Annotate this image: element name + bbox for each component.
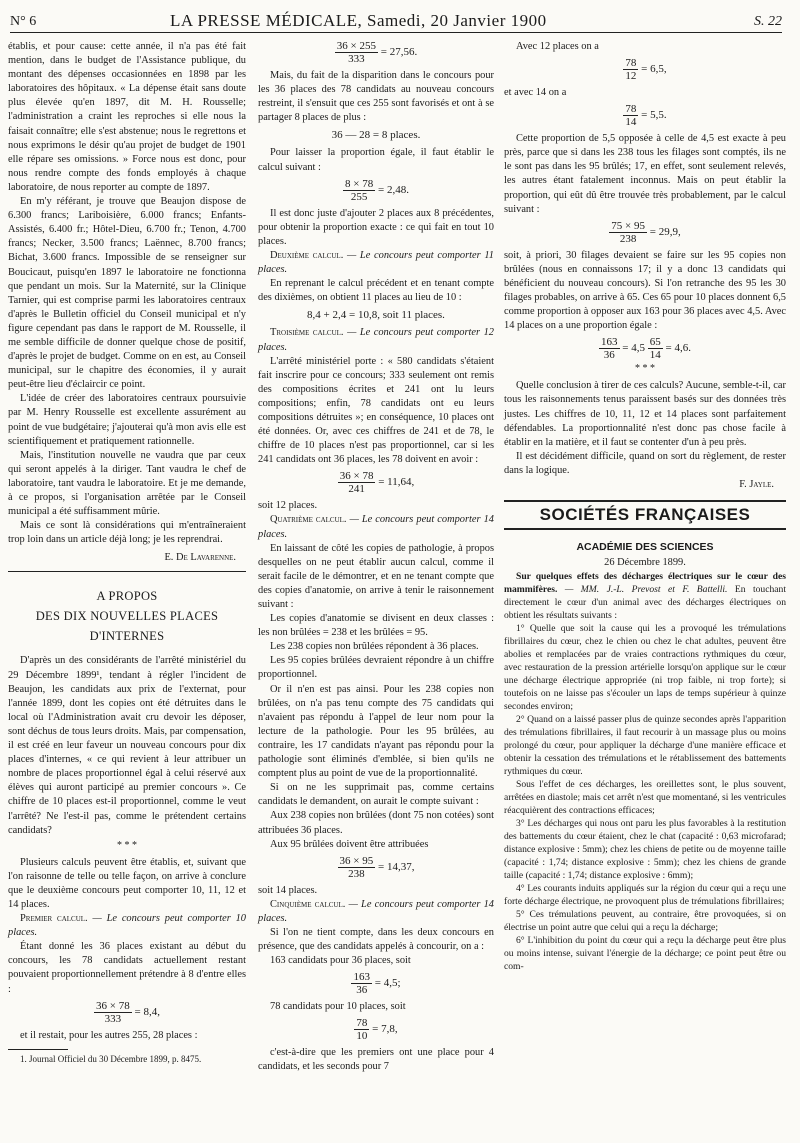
calc-heading: [258, 898, 494, 926]
calc-label: Quatrième calcul.: [270, 514, 347, 526]
calc-title: — Le concours peut comporter 11 places.: [258, 249, 494, 276]
paragraph: soit 12 places.: [258, 500, 318, 512]
calc-title: — Le concours peut comporter 14 places.: [258, 898, 494, 924]
paragraph: et il restait, pour les autres 255, 28 places :: [20, 1029, 198, 1041]
eq-denominator: 333: [104, 1012, 122, 1025]
paragraph: D'après un des considérants de l'arrêté ministériel du 29 Décembre 1899¹, tendant à régler l'incident de Beaujon, les candidats aux prix de l'externat, pour l'année 1899, dont les copies ont été détruites dans le local où l'Administration avait cru devoir les déposer, sont déchus de tous leurs droits. Mais, par compensation, il est créé en leur faveur un nouveau concours pour dix places d'internes, « ce qui revient à leur attribuer un nombre de places proportionnel égal à celui réservé aux élèves qui auront participé au premier concours ». Ce chiffre de 10 places est-il proportionnel, comme le veut l'arrêté? Ne l'est-il pas, comme le prétendent certains candidats?: [8, 655, 246, 836]
calc-label: Deuxième calcul.: [270, 249, 344, 261]
eq-denominator: 12: [625, 70, 637, 83]
calc-label: Cinquième calcul.: [270, 898, 346, 910]
section-title: SOCIÉTÉS FRANÇAISES: [504, 500, 786, 530]
equation: 36 — 28 = 8 places.: [331, 129, 421, 142]
eq-numerator: 36 × 78: [96, 999, 130, 1012]
equation: [504, 336, 786, 361]
eq-result: = 4,6.: [665, 342, 691, 355]
calc-heading: [8, 912, 246, 940]
equation: [258, 40, 494, 65]
article-signature: F. Jayle.: [739, 478, 774, 490]
paragraph: Mais ce sont là considérations qui m'entraîneraient trop loin dans un article déjà long; je les reprendrai.: [8, 520, 246, 546]
eq-result: = 2,48.: [378, 183, 409, 196]
paragraph: Mais, l'institution nouvelle ne vaudra que par ceux qui seront appelés à la diriger. Tant vaudra le chef de laboratoire, tant vaudra le laboratoire. Et je me demande, à ce propos, si l'organisation arrêtée par le Conseil municipal a été suffisamment mûrie.: [8, 449, 246, 518]
calc-label: Premier calcul.: [20, 913, 88, 925]
calc-label: Troisième calcul.: [270, 327, 344, 339]
eq-middle: = 4,5: [622, 342, 645, 355]
equation: [258, 470, 494, 495]
article-signature: E. De Lavarenne.: [164, 552, 236, 564]
equation: 8,4 + 2,4 = 10,8, soit 11 places.: [307, 309, 445, 322]
eq-numerator: 75 × 95: [611, 219, 645, 232]
footnote-rule: [8, 1049, 68, 1050]
paragraph: Sous l'effet de ces décharges, les oreillettes sont, le plus souvent, arrêtées en diastole; mais cet arrêt n'est que momentané, si les ventricules réacquièrent des contractions efficaces;: [504, 779, 786, 817]
paragraph: Si on ne les supprimait pas, comme certains candidats le demandent, on aurait le compte suivant :: [258, 782, 494, 808]
paragraph: Mais, du fait de la disparition dans le concours pour les 36 places des 78 candidats au nouveau concours restreint, il s'ensuit que ces 255 sont favorisés et ont à se partager 8 places de plus :: [258, 70, 494, 124]
calc-heading: [258, 513, 494, 541]
paragraph: 78 candidats pour 10 places, soit: [270, 1001, 406, 1013]
page-number: N° 6: [10, 14, 37, 29]
paragraph: 163 candidats pour 36 places, soit: [270, 955, 411, 967]
eq-numerator: 36 × 255: [336, 40, 376, 52]
eq-denominator: 241: [348, 483, 365, 496]
calc-heading: [258, 249, 494, 277]
paragraph: c'est-à-dire que les premiers ont une place pour 4 candidats, et les seconds pour 7: [258, 1047, 494, 1073]
calc-heading: [258, 326, 494, 354]
paragraph: Aux 238 copies non brûlées (dont 75 non cotées) sont attribuées 36 places.: [258, 810, 494, 836]
paragraph: soit, à priori, 30 filages devaient se faire sur les 95 copies non brûlées (nous en connaissons 17; il y a donc 13 candidats qui bénéficient du nouveau concours). Si l'on retranche des 95 les 30 filages probables, on arrive à 65. Ces 65 pour 10 places donnent 6,5 comme proportion à opposer aux 163 pour 36 places avec 4,5. Avec 14 places on a une proportion égale :: [504, 249, 786, 332]
paragraph: En laissant de côté les copies de pathologie, à propos desquelles on ne peut établir aucun calcul, comme il serait facile de le démontrer, et en ne tenant compte que des copies d'anatomie, on arrive à tenir le raisonnement suivant :: [258, 542, 494, 610]
eq-denominator: 255: [350, 190, 368, 203]
eq-numerator: 78: [625, 103, 637, 116]
paragraph: Cette proportion de 5,5 opposée à celle de 4,5 est exacte à peu près, parce que si dans les 238 tous les filages sont comptés, ils ne le sont pas dans les 95 brûlés; 17, en effet, sont seulement relevés, les autres étant fatalement inconnus. Mais on peut établir la proportion, qui eût dû être trouvée très probablement, par le calcul suivant :: [504, 133, 786, 215]
paragraph: Plusieurs calculs peuvent être établis, et, suivant que l'on raisonne de telle ou telle façon, on arrive à conclure que le deuxième concours peut comporter 10, 11, 12 et 14 places.: [8, 856, 246, 910]
eq-result: = 8,4,: [134, 1005, 160, 1018]
footnote: 1. Journal Officiel du 30 Décembre 1899, p. 8475.: [20, 1053, 202, 1064]
eq-result: = 7,8,: [372, 1023, 398, 1036]
paragraph: Les copies d'anatomie se divisent en deux classes : les non brûlées = 238 et les brûlées = 95.: [258, 613, 494, 639]
paragraph: 3° Les décharges qui nous ont paru les plus favorables à la restitution des battements du cœur étaient, chez le chat (capacité : 0,63 microfarad; distance explosive : 5mm); chez les chiens de petite ou de moyenne taille (capacité : 1,74; distance explosive : 5mm); chez les chiens de grande taille (capacité : 1,74; distance explosive : 6mm);: [504, 818, 786, 882]
eq-denominator: 238: [348, 867, 365, 880]
equation: [258, 1017, 494, 1042]
equation: [258, 178, 494, 203]
paragraph: 4° Les courants induits appliqués sur la région du cœur qui a reçu une forte décharge électrique, ne provoquent plus de trémulations fibrillaires;: [504, 883, 786, 908]
paragraph: Il est donc juste d'ajouter 2 places aux 8 précédentes, pour obtenir la proportion exacte : ce qui fait en tout 10 places.: [258, 207, 494, 247]
paragraph: soit 14 places.: [258, 884, 318, 896]
equation: [504, 57, 786, 82]
column-left: [8, 40, 246, 1066]
eq-denominator: 36: [603, 349, 615, 362]
article-title-line: A PROPOS: [96, 589, 158, 604]
eq-numerator: 78: [625, 57, 637, 70]
article-title: [8, 586, 246, 646]
eq-denominator: 333: [348, 53, 365, 65]
calc-title: — Le concours peut comporter 14 places.: [258, 514, 494, 540]
paragraph: 2° Quand on a laissé passer plus de quinze secondes après l'apparition des trémulations fibrillaires, il faut recourir à un massage plus ou moins prolongé du cœur, pour appliquer la décharge d'une manière efficace et obtenir la cessation des trémulations et le rétablissement des battements rythmiques du cœur.: [504, 714, 786, 778]
eq-result: = 29,9,: [649, 225, 681, 238]
eq-result: = 6,5,: [641, 63, 667, 76]
eq-numerator: 78: [356, 1017, 368, 1030]
paragraph: Les 238 copies non brûlées répondent à 36 places.: [270, 641, 479, 653]
paragraph: Il est décidément difficile, quand on sort du règlement, de rester dans la logique.: [504, 450, 786, 476]
paragraph: Avec 12 places on a: [516, 41, 599, 52]
column-middle: [258, 40, 494, 1075]
paragraph: 5° Ces trémulations peuvent, au contraire, être provoquées, si on électrise un point autre que celui qui a reçu la décharge;: [504, 909, 786, 934]
eq-denominator: 14: [649, 349, 661, 362]
paragraph: L'arrêté ministériel porte : « 580 candidats s'étaient fait inscrire pour ce concours; 333 seulement ont remis des compositions écrites et 241 ont lu leurs compositions; enfin, 78 candidats ont eu leurs compositions détruites »; en conséquence, 10 places ont été données. Or, avec ces chiffres de 241 et de 78, le chiffre de 10 places n'est pas proportionnel, car si les 241 candidats ont 36 places, les 78 doivent en avoir :: [258, 355, 494, 466]
session-date: 26 Décembre 1899.: [604, 557, 686, 569]
eq-numerator: 163: [353, 971, 370, 984]
calc-title: — Le concours peut comporter 12 places.: [258, 327, 494, 353]
paragraph: Étant donné les 36 places existant au début du concours, les 78 candidats actuellement restant pouvaient proportionnellement prétendre à 8 d'entre elles :: [8, 941, 246, 995]
divider: [8, 571, 246, 572]
paragraph: Aux 95 brûlées doivent être attribuées: [270, 838, 429, 850]
series-number: S. 22: [754, 14, 782, 29]
paragraph: L'idée de créer des laboratoires centraux poursuivie par M. Henry Rousselle est excellente assurément au point de vue budgétaire; j'ajouterai qu'à mon avis elle est scientifiquement et pratiquement rationnelle.: [8, 393, 246, 447]
equation: [258, 971, 494, 996]
paragraph: En m'y référant, je trouve que Beaujon dispose de 6.300 francs; Lariboisière, 6.000 francs; Enfants-Assistés, 6.400 fr.; Hôtel-Dieu, 6.700 fr.; Tenon, 4.700 francs; Necker, 3.500 francs; Laënnec, 8.700 francs; Bichat, 3.600 francs. Impossible de se renseigner sur Boucicaut, puisqu'en 1897 le laboratoire ne fonctionna que pendant un mois. Sur la Maternité, sur la Clinique Tarnier, qui est comprise parmi les laboratoires centraux d'après le Bulletin officiel du Conseil municipal et n'y figure cependant pas dans le rapport de M. Rousselle, il me semble difficile de donner quelque chose de positif, d'après le projet de budget. Comme on en est, au Conseil municipal, sur le chapitre des économies, il y aurait peut-être lieu d'éclaircir ce point.: [8, 196, 246, 391]
eq-denominator: 36: [356, 984, 368, 997]
eq-numerator: 8 × 78: [345, 177, 374, 190]
eq-result: = 27,56.: [380, 46, 418, 59]
eq-result: = 5,5.: [641, 109, 667, 122]
paper-title: Sur quelques effets des décharges électriques sur le cœur des mammifères.: [504, 571, 786, 596]
page-header: [10, 6, 782, 33]
section-stars: * * *: [117, 839, 137, 851]
article-title-line: DES DIX NOUVELLES PLACES: [35, 609, 219, 624]
equation: [504, 220, 786, 245]
paragraph: Les 95 copies brûlées devraient répondre à un chiffre proportionnel.: [258, 655, 494, 681]
eq-numerator: 65: [649, 336, 661, 349]
paragraph: Pour laisser la proportion égale, il faut établir le calcul suivant :: [258, 147, 494, 173]
eq-numerator: 163: [601, 336, 618, 349]
paragraph: et avec 14 on a: [504, 87, 567, 99]
academy-heading: ACADÉMIE DES SCIENCES: [576, 541, 714, 554]
paragraph: En touchant directement le cœur d'un animal avec des décharges électriques on obtient les résultats suivants :: [504, 584, 786, 622]
eq-numerator: 36 × 95: [339, 854, 374, 867]
section-stars: * * *: [635, 363, 655, 375]
paragraph: Quelle conclusion à tirer de ces calculs? Aucune, semble-t-il, car tous les raisonnements tenus paraissent basés sur des données très justes. Les chiffres de 10, 11, 12 et 14 places sont parfaitement défendables. La proportionnalité n'est donc pas chose facile à établir en la matière, et il faut se contenter d'un à peu près.: [504, 380, 786, 448]
article-title-line: D'INTERNES: [89, 629, 165, 644]
paragraph: Si l'on ne tient compte, dans les deux concours en présence, que des candidats appelés à concourir, on a :: [258, 926, 494, 953]
column-right: [504, 40, 786, 973]
paragraph: 1° Quelle que soit la cause qui les a provoqué les trémulations fibrillaires du cœur, chez le chien ou chez le chat adultes, peuvent être abolies et remplacées par de vraies contractions rythmiques du cœur, avec restauration de la pression artérielle lorsqu'on applique sur le cœur une décharge électrique appropriée (ni trop faible, ni trop forte); si toutefois on ne laisse pas s'écouler un laps de temps supérieur à quinze secondes environ;: [504, 623, 786, 713]
eq-result: = 11,64,: [378, 476, 415, 489]
calc-title: — Le concours peut comporter 10 places.: [8, 913, 246, 939]
eq-numerator: 36 × 78: [339, 470, 374, 483]
paragraph: Or il n'en est pas ainsi. Pour les 238 copies non brûlées, on n'a pas tenu compte des 75 candidats qui n'avaient pas répondu à l'appel de leur nom pour la lecture de la pathologie. Pour les 95 brûlées, au contraire, les 17 candidats n'ayant pas répondu pour la pathologie sont éliminés d'emblée, si bien qu'ils ne comptent plus au point de vue de la proportionnalité.: [258, 683, 494, 780]
equation: [8, 1000, 246, 1025]
paper-authors: — MM. J.-L. Prevost et F. Battelli.: [564, 584, 728, 596]
publication-title: LA PRESSE MÉDICALE, Samedi, 20 Janvier 1900: [170, 11, 547, 30]
eq-result: = 4,5;: [374, 977, 401, 990]
eq-denominator: 238: [619, 232, 637, 245]
eq-denominator: 14: [625, 116, 637, 129]
paper-heading: [504, 570, 786, 622]
paragraph: 6° L'inhibition du point du cœur qui a reçu la décharge peut être plus ou moins intense, suivant l'énergie de la décharge; ce point peut être ou com-: [504, 935, 786, 973]
paragraph: En reprenant le calcul précédent et en tenant compte des dixièmes, on obtient 11 places au lieu de 10 :: [258, 278, 494, 304]
equation: [258, 855, 494, 880]
paragraph: établis, et pour cause: cette année, il n'a pas été fait mention, dans le budget de l'Assistance publique, du montant des dépenses occasionnées en 1898 par les laboratoires des hôpitaux. « La dépense était sans doute plus élevée qu'en 1897, dit M. H. Rousselle; l'administration a craint les reproches si elle nous la faisait connaître; elle s'est abstenue; nous le regrettons et nous exprimons le désir qu'au projet de budget de 1901 elle répare ses omissions. » Force nous est donc, pour nous rendre compte des fonds employés à chaque laboratoire, de nous reporter au compte de 1897.: [8, 41, 246, 193]
eq-denominator: 10: [356, 1030, 368, 1043]
equation: [504, 103, 786, 128]
eq-result: = 14,37,: [378, 860, 415, 873]
